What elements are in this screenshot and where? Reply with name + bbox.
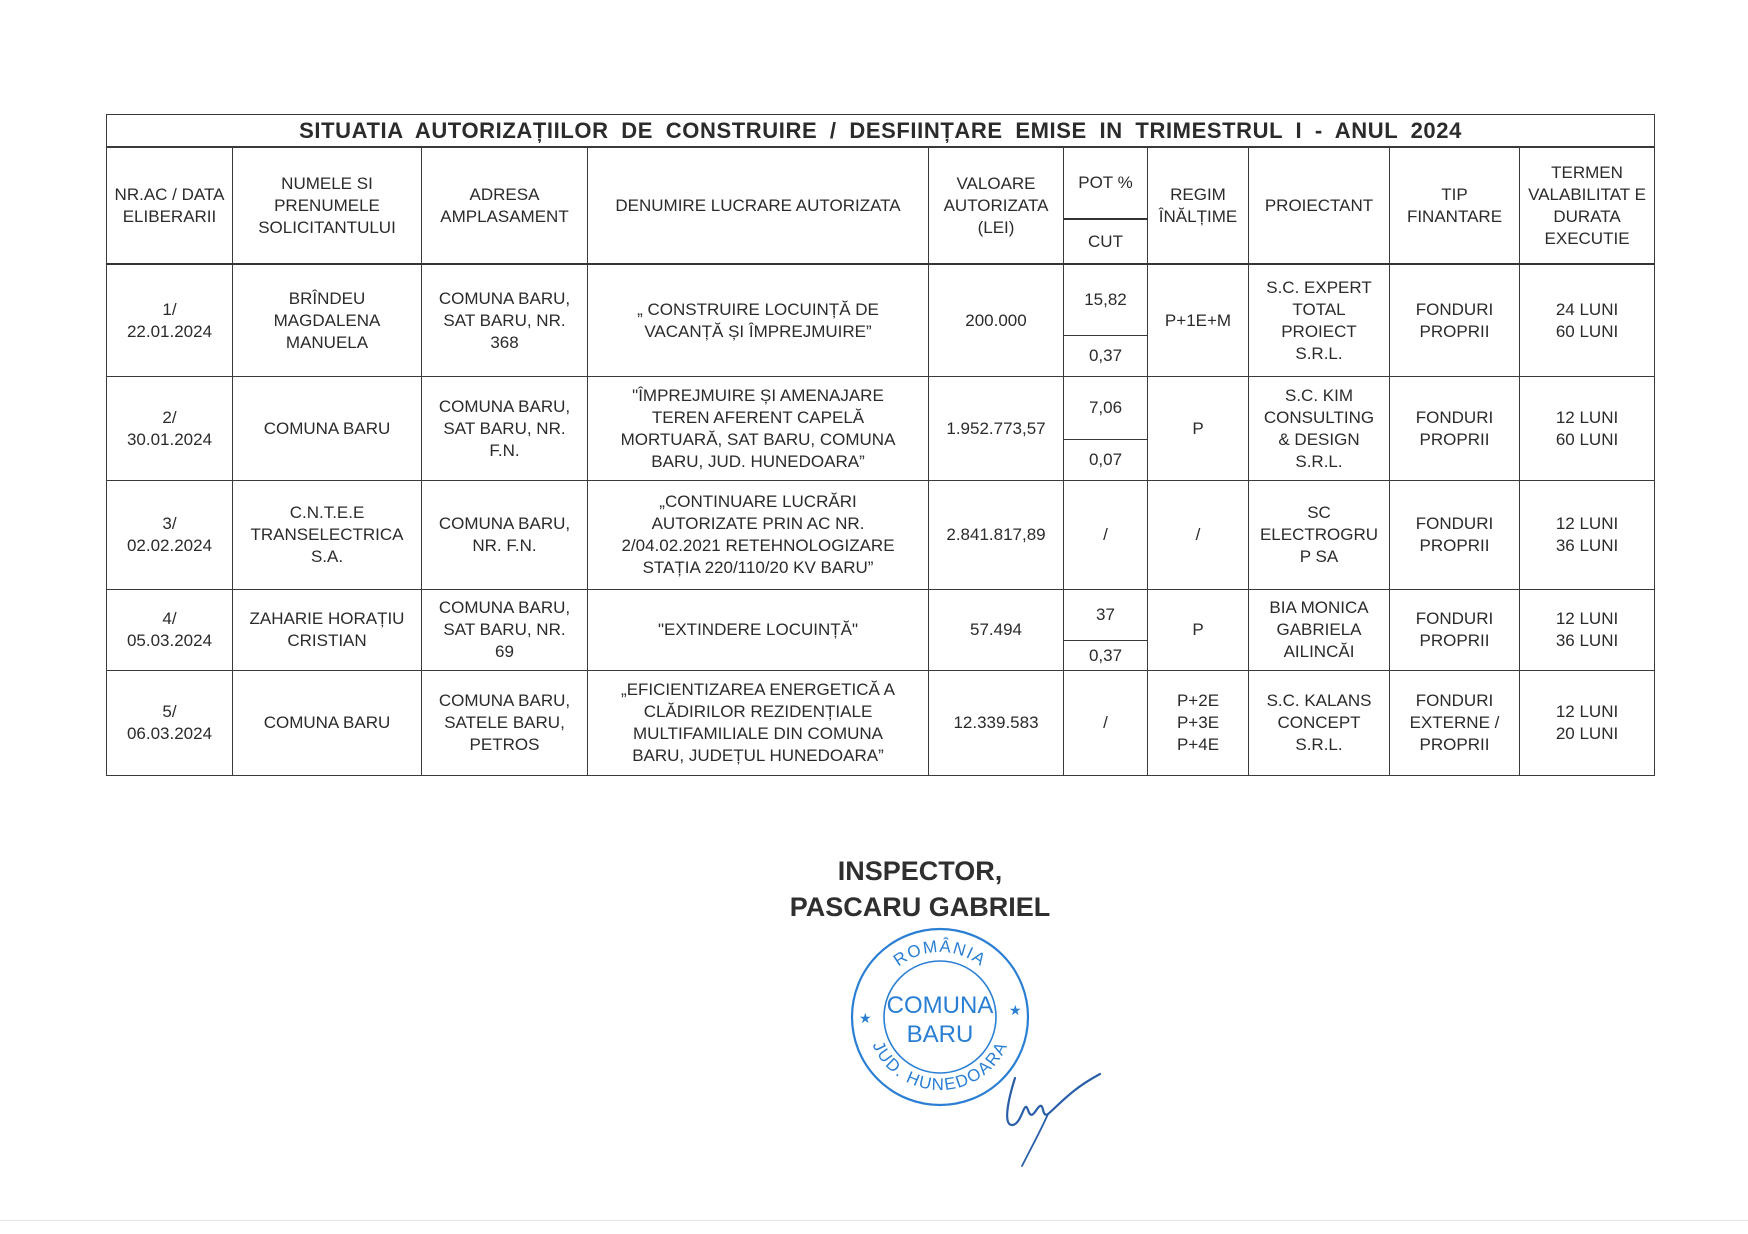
cell-adresa: COMUNA BARU, SATELE BARU, PETROS — [422, 671, 588, 776]
cell-pot: 37 — [1064, 590, 1148, 641]
cell-regim: P+1E+M — [1148, 264, 1249, 377]
cell-solicitant: ZAHARIE HORAȚIU CRISTIAN — [233, 590, 422, 671]
cell-finantare: FONDURI EXTERNE / PROPRII — [1390, 671, 1520, 776]
cell-denumire: "EXTINDERE LOCUINȚĂ" — [588, 590, 929, 671]
cell-valoare: 1.952.773,57 — [929, 377, 1064, 481]
cell-regim: P+2E P+3E P+4E — [1148, 671, 1249, 776]
cell-valoare: 57.494 — [929, 590, 1064, 671]
header-regim: REGIM ÎNĂLȚIME — [1148, 147, 1249, 264]
cell-denumire: „ CONSTRUIRE LOCUINȚĂ DE VACANȚĂ ȘI ÎMPREJMUIRE” — [588, 264, 929, 377]
cell-proiectant: S.C. KALANS CONCEPT S.R.L. — [1249, 671, 1390, 776]
table-row — [107, 264, 1655, 336]
cell-termen: 12 LUNI 60 LUNI — [1520, 377, 1655, 481]
header-finantare: TIP FINANTARE — [1390, 147, 1520, 264]
cell-valoare: 200.000 — [929, 264, 1064, 377]
cell-finantare: FONDURI PROPRII — [1390, 264, 1520, 377]
header-nr-ac: NR.AC / DATA ELIBERARII — [107, 147, 233, 264]
cell-termen: 24 LUNI 60 LUNI — [1520, 264, 1655, 377]
document-title: SITUATIA AUTORIZAȚIILOR DE CONSTRUIRE / DESFIINȚARE EMISE IN TRIMESTRUL I - ANUL 2024 — [107, 115, 1655, 148]
inspector-name: PASCARU GABRIEL — [789, 892, 1051, 922]
cell-nr: 3/ 02.02.2024 — [107, 481, 233, 590]
cell-nr: 2/ 30.01.2024 — [107, 377, 233, 481]
handwritten-signature — [1000, 1070, 1110, 1170]
cell-adresa: COMUNA BARU, SAT BARU, NR. F.N. — [422, 377, 588, 481]
header-pot: POT % — [1064, 147, 1148, 219]
cell-termen: 12 LUNI 20 LUNI — [1520, 671, 1655, 776]
star-icon: ★ — [859, 1010, 872, 1026]
cell-adresa: COMUNA BARU, SAT BARU, NR. 368 — [422, 264, 588, 377]
stamp-center-line1: COMUNA — [886, 992, 994, 1019]
cell-termen: 12 LUNI 36 LUNI — [1520, 481, 1655, 590]
cell-adresa: COMUNA BARU, NR. F.N. — [422, 481, 588, 590]
header-solicitant: NUMELE SI PRENUMELE SOLICITANTULUI — [233, 147, 422, 264]
cell-proiectant: S.C. EXPERT TOTAL PROIECT S.R.L. — [1249, 264, 1390, 377]
inspector-role: INSPECTOR, — [837, 856, 1003, 886]
star-icon: ★ — [1009, 1002, 1022, 1018]
cell-solicitant: COMUNA BARU — [233, 377, 422, 481]
cell-nr: 4/ 05.03.2024 — [107, 590, 233, 671]
cell-denumire: „CONTINUARE LUCRĂRI AUTORIZATE PRIN AC NR. 2/04.02.2021 RETEHNOLOGIZARE STAȚIA 220/110/20 KV BARU” — [588, 481, 929, 590]
cell-termen: 12 LUNI 36 LUNI — [1520, 590, 1655, 671]
cell-proiectant: S.C. KIM CONSULTING & DESIGN S.R.L. — [1249, 377, 1390, 481]
cell-cut: 0,37 — [1064, 641, 1148, 671]
cell-pot: 15,82 — [1064, 264, 1148, 336]
cell-denumire: „EFICIENTIZAREA ENERGETICĂ A CLĂDIRILOR REZIDENȚIALE MULTIFAMILIALE DIN COMUNA BARU, JUDEȚUL HUNEDOARA” — [588, 671, 929, 776]
cell-solicitant: C.N.T.E.E TRANSELECTRICA S.A. — [233, 481, 422, 590]
header-adresa: ADRESA AMPLASAMENT — [422, 147, 588, 264]
cell-nr: 1/ 22.01.2024 — [107, 264, 233, 377]
cell-pot: / — [1064, 481, 1148, 590]
cell-finantare: FONDURI PROPRII — [1390, 377, 1520, 481]
cell-valoare: 12.339.583 — [929, 671, 1064, 776]
cell-finantare: FONDURI PROPRII — [1390, 590, 1520, 671]
stamp-center-line2: BARU — [906, 1021, 974, 1048]
cell-regim: P — [1148, 377, 1249, 481]
page-edge — [0, 1220, 1748, 1221]
table-row — [107, 481, 1655, 590]
cell-proiectant: SC ELECTROGRU P SA — [1249, 481, 1390, 590]
cell-solicitant: COMUNA BARU — [233, 671, 422, 776]
cell-denumire: "ÎMPREJMUIRE ȘI AMENAJARE TEREN AFERENT CAPELĂ MORTUARĂ, SAT BARU, COMUNA BARU, JUD. HUNEDOARA” — [588, 377, 929, 481]
cell-nr: 5/ 06.03.2024 — [107, 671, 233, 776]
header-valoare: VALOARE AUTORIZATA (LEI) — [929, 147, 1064, 264]
cell-cut: 0,37 — [1064, 336, 1148, 377]
cell-valoare: 2.841.817,89 — [929, 481, 1064, 590]
cell-regim: / — [1148, 481, 1249, 590]
cell-pot: 7,06 — [1064, 377, 1148, 440]
cell-adresa: COMUNA BARU, SAT BARU, NR. 69 — [422, 590, 588, 671]
header-proiectant: PROIECTANT — [1249, 147, 1390, 264]
table-row — [107, 671, 1655, 776]
cell-regim: P — [1148, 590, 1249, 671]
header-termen: TERMEN VALABILITAT E DURATA EXECUTIE — [1520, 147, 1655, 264]
header-cut: CUT — [1064, 219, 1148, 264]
authorizations-table — [106, 114, 1655, 776]
stamp-bottom-text: JUD. HUNEDOARA — [868, 1037, 1012, 1095]
stamp-top-text: ROMÂNIA — [889, 936, 991, 971]
cell-solicitant: BRÎNDEU MAGDALENA MANUELA — [233, 264, 422, 377]
signature-block — [770, 853, 1070, 925]
cell-pot: / — [1064, 671, 1148, 776]
header-denumire: DENUMIRE LUCRARE AUTORIZATA — [588, 147, 929, 264]
cell-cut: 0,07 — [1064, 440, 1148, 481]
cell-proiectant: BIA MONICA GABRIELA AILINCĂI — [1249, 590, 1390, 671]
table-row — [107, 590, 1655, 641]
table-row — [107, 377, 1655, 440]
cell-finantare: FONDURI PROPRII — [1390, 481, 1520, 590]
